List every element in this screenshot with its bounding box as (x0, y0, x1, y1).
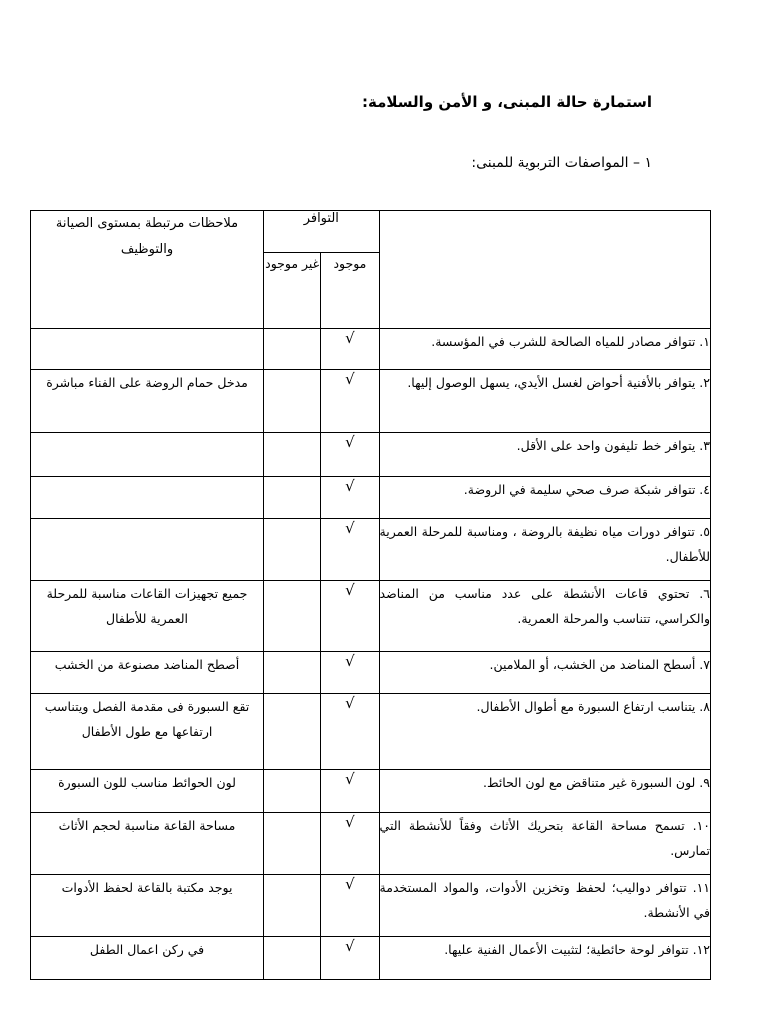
table-row (31, 433, 711, 477)
not-available-cell (264, 652, 321, 694)
table-row (31, 329, 711, 370)
not-available-cell (264, 329, 321, 370)
notes-cell: أصطح المناضد مصنوعة من الخشب (31, 652, 264, 694)
item-column-header (379, 211, 710, 329)
item-cell: ١٠. تسمح مساحة القاعة بتحريك الأثاث وفقاً للأنشطة التي تمارس. (379, 813, 710, 875)
table-row (31, 937, 711, 980)
section-heading: ١ – المواصفات التربوية للمبنى: (471, 155, 652, 171)
item-cell: ٤. تتوافر شبكة صرف صحي سليمة في الروضة. (379, 477, 710, 519)
available-cell: √ (321, 875, 379, 937)
item-cell: ٢. يتوافر بالأفنية أحواض لغسل الأيدي، يسهل الوصول إليها. (379, 370, 710, 433)
notes-cell (31, 329, 264, 370)
not-available-cell (264, 477, 321, 519)
notes-cell: مدخل حمام الروضة على الفناء مباشرة (31, 370, 264, 433)
table-header (31, 211, 711, 329)
notes-cell: تقع السبورة فى مقدمة الفصل ويتناسب ارتفاعها مع طول الأطفال (31, 694, 264, 770)
available-cell: √ (321, 813, 379, 875)
not-available-cell (264, 519, 321, 581)
table-row (31, 875, 711, 937)
not-available-cell (264, 937, 321, 980)
available-cell: √ (321, 370, 379, 433)
available-cell: √ (321, 694, 379, 770)
item-cell: ٩. لون السبورة غير متناقض مع لون الحائط. (379, 770, 710, 813)
table-body (31, 329, 711, 980)
table-row (31, 370, 711, 433)
table-row (31, 694, 711, 770)
table-row (31, 652, 711, 694)
notes-cell (31, 477, 264, 519)
item-cell: ٥. تتوافر دورات مياه نظيفة بالروضة ، ومناسبة للمرحلة العمرية للأطفال. (379, 519, 710, 581)
notes-header: ملاحظات مرتبطة بمستوى الصيانة والتوظيف (31, 211, 264, 329)
notes-cell: جميع تجهيزات القاعات مناسبة للمرحلة العمرية للأطفال (31, 581, 264, 652)
available-cell: √ (321, 770, 379, 813)
availability-header: التوافر (264, 211, 380, 253)
available-cell: √ (321, 937, 379, 980)
table-row (31, 477, 711, 519)
notes-cell: لون الحوائط مناسب للون السبورة (31, 770, 264, 813)
available-cell: √ (321, 329, 379, 370)
available-header: موجود (321, 253, 379, 329)
not-available-cell (264, 370, 321, 433)
table-row (31, 519, 711, 581)
form-title: استمارة حالة المبنى، و الأمن والسلامة: (362, 93, 652, 111)
notes-cell (31, 519, 264, 581)
item-cell: ٣. يتوافر خط تليفون واحد على الأقل. (379, 433, 710, 477)
available-cell: √ (321, 519, 379, 581)
not-available-cell (264, 694, 321, 770)
available-cell: √ (321, 581, 379, 652)
available-cell: √ (321, 477, 379, 519)
table-row (31, 770, 711, 813)
table-row (31, 581, 711, 652)
not-available-cell (264, 813, 321, 875)
item-cell: ٦. تحتوي قاعات الأنشطة على عدد مناسب من المناضد والكراسي، تتناسب والمرحلة العمرية. (379, 581, 710, 652)
item-cell: ١. تتوافر مصادر للمياه الصالحة للشرب في المؤسسة. (379, 329, 710, 370)
item-cell: ١٢. تتوافر لوحة حائطية؛ لتثبيت الأعمال الفنية عليها. (379, 937, 710, 980)
not-available-cell (264, 433, 321, 477)
available-cell: √ (321, 652, 379, 694)
notes-cell: مساحة القاعة مناسبة لحجم الأثاث (31, 813, 264, 875)
not-available-cell (264, 770, 321, 813)
notes-cell: يوجد مكتبة بالقاعة لحفظ الأدوات (31, 875, 264, 937)
item-cell: ٧. أسطح المناضد من الخشب، أو الملامين. (379, 652, 710, 694)
not-available-header: غير موجود (264, 253, 321, 329)
notes-cell (31, 433, 264, 477)
notes-cell: في ركن اعمال الطفل (31, 937, 264, 980)
building-spec-table (30, 210, 711, 980)
not-available-cell (264, 581, 321, 652)
not-available-cell (264, 875, 321, 937)
item-cell: ٨. يتناسب ارتفاع السبورة مع أطوال الأطفال. (379, 694, 710, 770)
item-cell: ١١. تتوافر دواليب؛ لحفظ وتخزين الأدوات، والمواد المستخدمة في الأنشطة. (379, 875, 710, 937)
table-row (31, 813, 711, 875)
available-cell: √ (321, 433, 379, 477)
